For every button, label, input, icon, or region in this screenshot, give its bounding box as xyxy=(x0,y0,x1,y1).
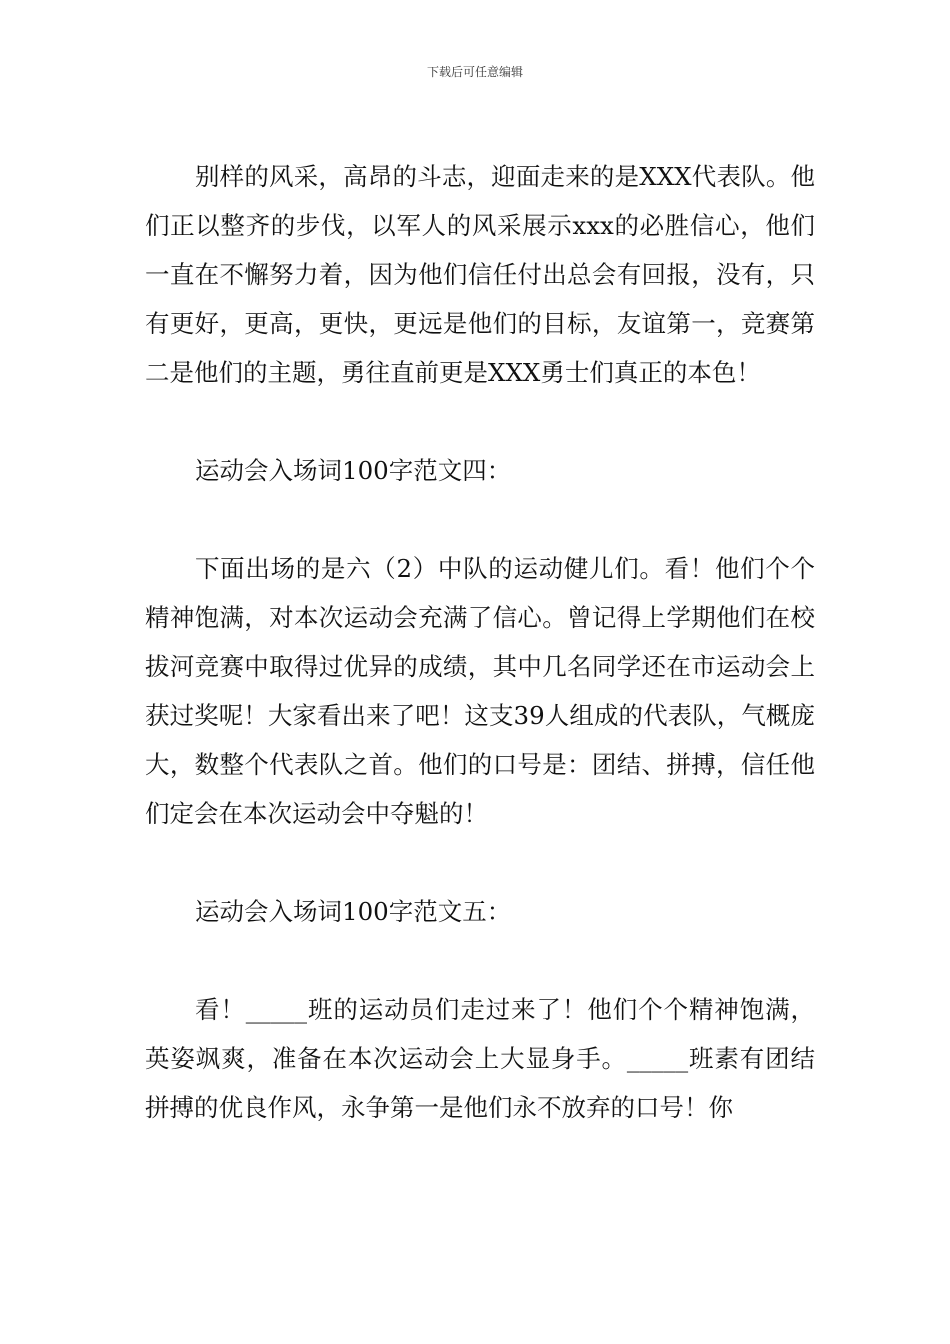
section-heading-four: 运动会入场词100字范文四： xyxy=(195,456,512,485)
paragraph-class-blank: 看！_____班的运动员们走过来了！他们个个精神饱满，英姿飒爽，准备在本次运动会上大显身手。_____班素有团结拼搏的优良作风，永争第一是他们永不放弃的口号！你 xyxy=(145,995,815,1122)
paragraph-team-intro: 别样的风采，高昂的斗志，迎面走来的是XXX代表队。他们正以整齐的步伐，以军人的风采展示xxx的必胜信心，他们一直在不懈努力着，因为他们信任付出总会有回报，没有，只有更好，更高，更快，更远是他们的目标，友谊第一，竞赛第二是他们的主题，勇往直前更是XXX勇士们真正的本色！ xyxy=(145,162,815,387)
paragraph-gap xyxy=(145,838,815,887)
paragraph-gap xyxy=(145,397,815,446)
page-header: 下载后可任意编辑 xyxy=(426,65,523,79)
paragraph-gap xyxy=(145,495,815,544)
section-heading-five: 运动会入场词100字范文五： xyxy=(195,897,512,926)
paragraph-gap xyxy=(145,936,815,985)
document-body xyxy=(145,152,815,1132)
paragraph-class-six-two: 下面出场的是六（2）中队的运动健儿们。看！他们个个精神饱满，对本次运动会充满了信心。曾记得上学期他们在校拔河竞赛中取得过优异的成绩，其中几名同学还在市运动会上获过奖呢！大家看出来了吧！这支39人组成的代表队，气概庞大，数整个代表队之首。他们的口号是：团结、拼搏，信任他们定会在本次运动会中夺魁的！ xyxy=(145,554,815,828)
